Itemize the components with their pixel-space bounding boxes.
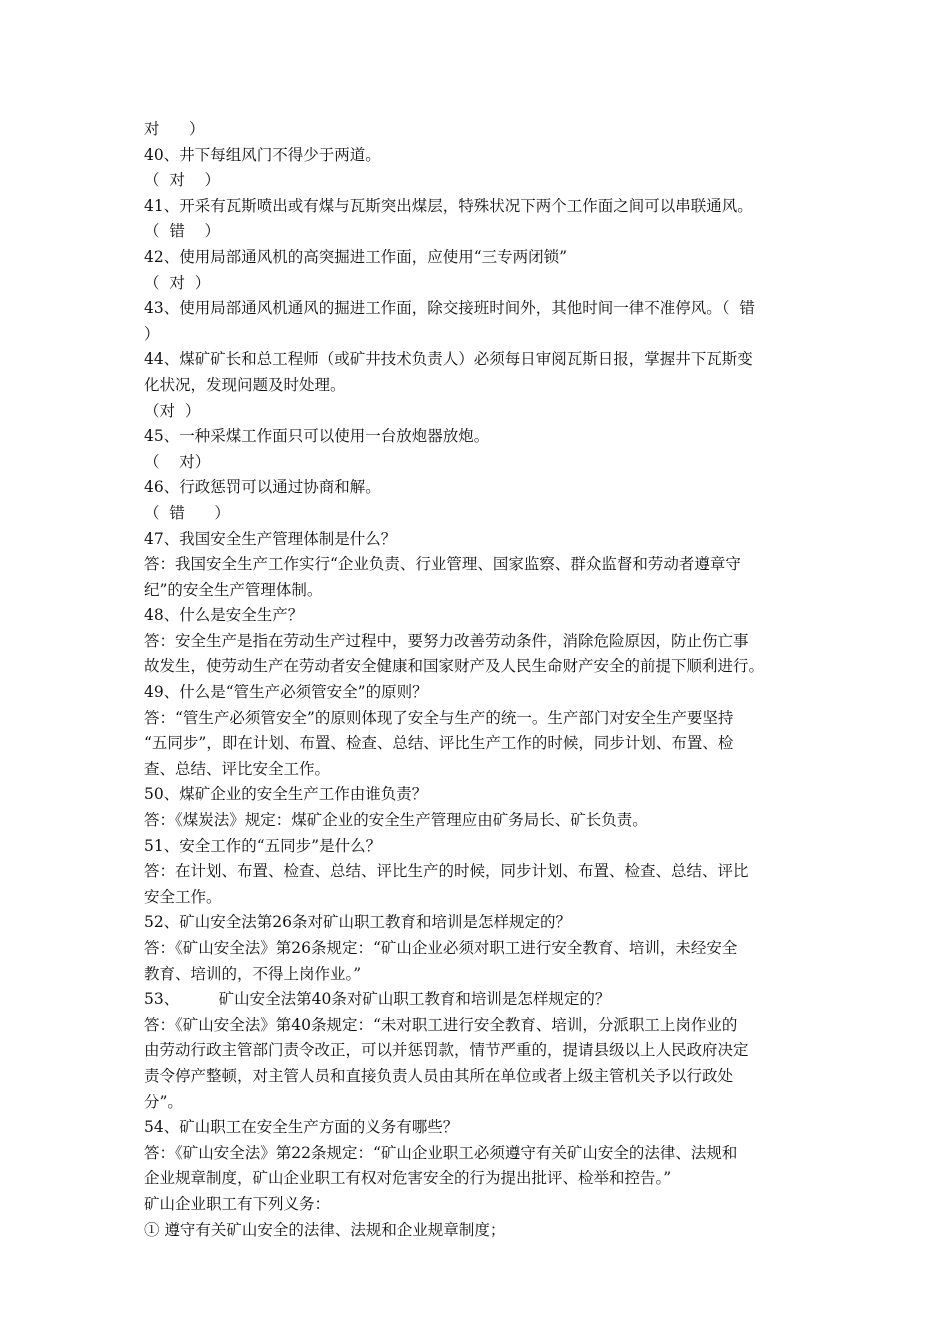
text-line: 43、使用局部通风机通风的掘进工作面，除交接班时间外，其他时间一律不准停风。（ 错 bbox=[144, 299, 755, 318]
text-line: 47、我国安全生产管理体制是什么？ bbox=[144, 529, 397, 548]
text-line: 44、煤矿矿长和总工程师（或矿井技术负责人）必须每日审阅瓦斯日报，掌握井下瓦斯变 bbox=[144, 350, 753, 369]
text-line: 41、开采有瓦斯喷出或有煤与瓦斯突出煤层，特殊状况下两个工作面之间可以串联通风。 bbox=[144, 196, 753, 215]
text-line: 52、矿山安全法第26条对矿山职工教育和培训是怎样规定的？ bbox=[144, 913, 571, 932]
text-line: （ 错 ） bbox=[144, 503, 230, 522]
text-line: 故发生，使劳动生产在劳动者安全健康和国家财产及人民生命财产安全的前提下顺利进行。 bbox=[144, 657, 765, 676]
text-line: 对 ） bbox=[144, 120, 205, 138]
text-line: 纪”的安全生产管理体制。 bbox=[144, 580, 323, 599]
text-line: （对 ） bbox=[144, 401, 201, 420]
text-line: （ 对 ） bbox=[144, 273, 211, 292]
text-line: 54、矿山职工在安全生产方面的义务有哪些？ bbox=[144, 1118, 459, 1137]
text-line: 40、井下每组风门不得少于两道。 bbox=[144, 145, 381, 164]
text-line: 答：“管生产必须管安全”的原则体现了安全与生产的统一。生产部门对安全生产要坚持 bbox=[144, 708, 734, 727]
document-page bbox=[144, 117, 810, 1243]
text-line: 答：在计划、布置、检查、总结、评比生产的时候，同步计划、布置、检查、总结、评比 bbox=[144, 862, 749, 881]
text-line: 答：《矿山安全法》第22条规定：“矿山企业职工必须遵守有关矿山安全的法律、法规和 bbox=[144, 1143, 738, 1162]
text-line: 53、 矿山安全法第40条对矿山职工教育和培训是怎样规定的？ bbox=[144, 990, 611, 1009]
text-line: 46、行政惩罚可以通过协商和解。 bbox=[144, 478, 381, 497]
text-line: （ 对） bbox=[144, 452, 211, 471]
text-line: 49、什么是“管生产必须管安全”的原则？ bbox=[144, 683, 428, 702]
text-line: 化状况，发现问题及时处理。 bbox=[144, 375, 346, 394]
text-line: 安全工作。 bbox=[144, 887, 222, 906]
text-line: （ 错 ） bbox=[144, 222, 221, 241]
text-line: 查、总结、评比安全工作。 bbox=[144, 759, 331, 778]
text-line: 48、什么是安全生产？ bbox=[144, 606, 304, 625]
text-line: 42、使用局部通风机的高突掘进工作面，应使用“三专两闭锁” bbox=[144, 247, 568, 266]
text-line: 企业规章制度，矿山企业职工有权对危害安全的行为提出批评、检举和控告。” bbox=[144, 1169, 672, 1188]
text-line: 答：安全生产是指在劳动生产过程中，要努力改善劳动条件，消除危险原因，防止伤亡事 bbox=[144, 631, 749, 650]
text-line: 答：《矿山安全法》第26条规定：“矿山企业必须对职工进行安全教育、培训，未经安全 bbox=[144, 939, 738, 957]
text-line: ① 遵守有关矿山安全的法律、法规和企业规章制度； bbox=[144, 1220, 506, 1239]
text-line: ） bbox=[144, 324, 160, 343]
text-line: “五同步”，即在计划、布置、检查、总结、评比生产工作的时候，同步计划、布置、检 bbox=[144, 734, 734, 753]
text-line: 答：《矿山安全法》第40条规定：“未对职工进行安全教育、培训，分派职工上岗作业的 bbox=[144, 1015, 738, 1034]
text-line: 50、煤矿企业的安全生产工作由谁负责？ bbox=[144, 785, 428, 804]
text-line: 51、安全工作的“五同步”是什么？ bbox=[144, 836, 382, 855]
text-line: 教育、培训的，不得上岗作业。” bbox=[144, 964, 362, 983]
text-line: 分”。 bbox=[144, 1092, 183, 1111]
text-line: 45、一种采煤工作面只可以使用一台放炮器放炮。 bbox=[144, 427, 490, 446]
text-line: 责令停产整顿，对主管人员和直接负责人员由其所在单位或者上级主管机关予以行政处 bbox=[144, 1066, 734, 1085]
text-line: （ 对 ） bbox=[144, 171, 221, 190]
text-line: 由劳动行政主管部门责令改正，可以并惩罚款，情节严重的，提请县级以上人民政府决定 bbox=[144, 1041, 749, 1060]
text-line: 答：《煤炭法》规定：煤矿企业的安全生产管理应由矿务局长、矿长负责。 bbox=[144, 811, 648, 830]
text-line: 矿山企业职工有下列义务： bbox=[144, 1194, 331, 1213]
text-line: 答：我国安全生产工作实行“企业负责、行业管理、国家监察、群众监督和劳动者遵章守 bbox=[144, 555, 741, 574]
